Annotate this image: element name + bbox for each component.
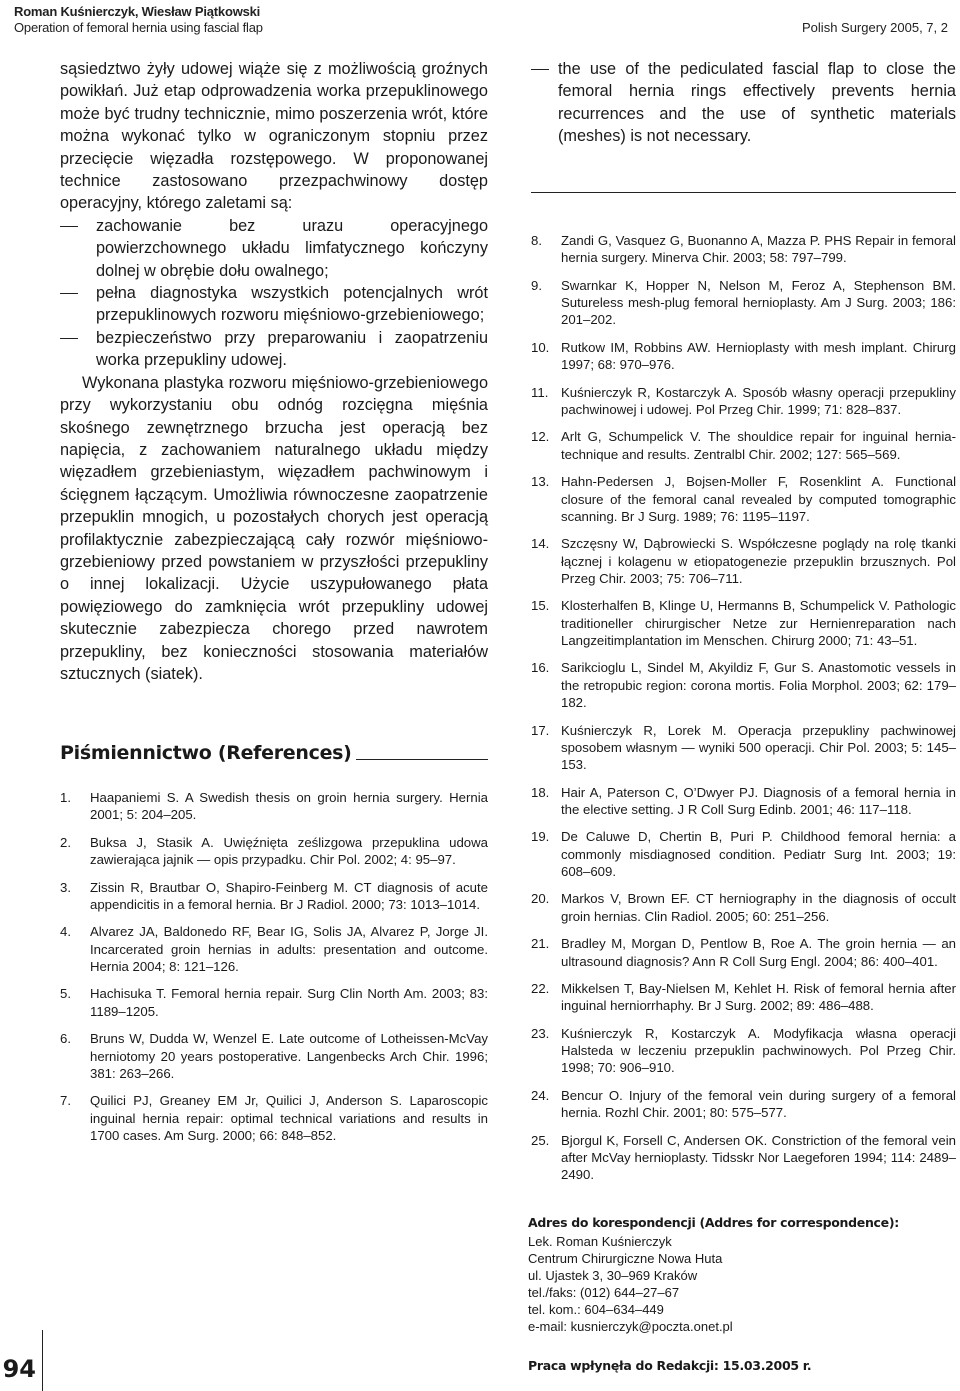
reference-number: 13. bbox=[531, 474, 550, 490]
reference-item bbox=[531, 535, 956, 587]
reference-item bbox=[531, 890, 956, 925]
reference-text: Swarnkar K, Hopper N, Nelson M, Feroz A, Stephenson BM. Sutureless mesh-plug femoral hernioplasty. Am J Surg. 2003; 186: 201–202. bbox=[561, 277, 956, 328]
reference-text: Zandi G, Vasquez G, Buonanno A, Mazza P. PHS Repair in femoral hernia surgery. Minerva Chir. 2003; 58: 797–799. bbox=[561, 233, 956, 266]
reference-text: Mikkelsen T, Bay-Nielsen M, Kehlet H. Risk of femoral hernia after inguinal herniorrhaphy. Br J Surg. 2002; 89: 486–488. bbox=[561, 981, 956, 1014]
dash-bullet bbox=[60, 215, 96, 282]
reference-number: 1. bbox=[60, 790, 71, 805]
dash-bullet bbox=[60, 282, 96, 327]
reference-text: Bruns W, Dudda W, Wenzel E. Late outcome of Lotheissen-McVay herniotomy 20 years postoperative. Langenbecks Arch Chir. 1996; 381: 263–266. bbox=[90, 1031, 488, 1081]
body-paragraph: sąsiedztwo żyły udowej wiąże się z możliwością groźnych powikłań. Już etap odprowadzenia worka przepuklinowego może być trudny technicznie, mimo poszerzenia wrót, które można wykonać tylko w ograniczonym stopniu przez przecięcie więzadła rozstępowego. W proponowanej technice zastosowano przezpachwinowy dostęp operacyjny, którego zaletami są: bbox=[60, 60, 488, 213]
reference-item bbox=[531, 659, 956, 711]
reference-number: 22. bbox=[531, 981, 550, 997]
advantages-list bbox=[60, 215, 488, 372]
reference-text: Bradley M, Morgan D, Pentlow B, Roe A. The groin hernia — an ultrasound diagnosis? Ann R Coll Surg Engl. 2004; 86: 400–401. bbox=[561, 936, 956, 969]
reference-number: 3. bbox=[60, 879, 71, 895]
reference-number: 14. bbox=[531, 536, 550, 552]
reference-number: 16. bbox=[531, 660, 550, 676]
correspondence-line: Lek. Roman Kuśnierczyk bbox=[528, 1234, 672, 1249]
reference-number: 15. bbox=[531, 598, 550, 614]
reference-text: Arlt G, Schumpelick V. The shouldice repair for inguinal hernia-technique and results. Zentralbl Chir. 2002; 127: 565–569. bbox=[561, 429, 956, 462]
reference-number: 23. bbox=[531, 1025, 550, 1041]
reference-number: 17. bbox=[531, 722, 550, 738]
body-paragraph: Wykonana plastyka rozworu mięśniowo-grzebieniowego przy wykorzystaniu obu odnóg rozcięgna mięśnia skośnego zewnętrznego brzucha jest operacją bez napięcia, z zachowaniem naturalnego układu między więzadłem grzebieniastym, więzadłem pachwinowym i ścięgnem łączącym. Umożliwia równoczesne zaopatrzenie przepuklin mnogich, u pozostałych chorych jest operacją profilaktycznie zabezpieczającą cały rozwór mięśniowo-grzebieniowy przed powstaniem w przyszłości przepukliny o innej lokalizacji. Użycie uszypułowanego płata powięziowego do zamknięcia wrót przepukliny udowej skutecznie zabezpiecza chorego przed nawrotem przepukliny, bez konieczności stosowania materiałów sztucznych (siatek). bbox=[60, 373, 488, 683]
reference-number: 21. bbox=[531, 936, 550, 952]
reference-number: 11. bbox=[531, 384, 549, 400]
reference-item bbox=[531, 784, 956, 819]
reference-item bbox=[60, 985, 488, 1020]
reference-item bbox=[531, 597, 956, 649]
reference-number: 25. bbox=[531, 1132, 550, 1148]
reference-item bbox=[531, 339, 956, 374]
header-authors: Roman Kuśnierczyk, Wiesław Piątkowski bbox=[14, 4, 261, 19]
reference-item bbox=[531, 722, 956, 774]
correspondence-line: Centrum Chirurgiczne Nowa Huta bbox=[528, 1251, 723, 1266]
list-item-text: pełna diagnostyka wszystkich potencjalnych wrót przepuklinowych rozworu mięśniowo-grzebieniowego; bbox=[96, 284, 488, 325]
reference-text: Bjorgul K, Forsell C, Andersen OK. Constriction of the femoral vein after McVay hernioplasty. Tidsskr Nor Laegeforen 1994; 114: 2489–2490. bbox=[561, 1132, 956, 1183]
reference-item bbox=[60, 1030, 488, 1082]
heading-rule bbox=[356, 759, 488, 760]
reference-item bbox=[531, 473, 956, 525]
correspondence-line: tel. kom.: 604–634–449 bbox=[528, 1302, 664, 1317]
reference-text: Haapaniemi S. A Swedish thesis on groin hernia surgery. Hernia 2001; 5: 204–205. bbox=[90, 790, 488, 823]
reference-text: Kuśnierczyk R, Lorek M. Operacja przepukliny pachwinowej sposobem własnym — wyniki 500 operacji. Chir Pol. 2003; 5: 145–153. bbox=[561, 722, 956, 773]
correspondence-line: ul. Ujastek 3, 30–969 Kraków bbox=[528, 1268, 698, 1283]
reference-text: Kuśnierczyk R, Kostarczyk A. Modyfikacja własna operacji Halsteda w leczeniu przepuklin pachwinowych. Pol Przeg Chir. 1998; 70: 906–910. bbox=[561, 1025, 956, 1076]
reference-text: Sarikcioglu L, Sindel M, Akyildiz F, Gur S. Anastomotic vessels in the retropubic region: corona mortis. Folia Morphol. 2003; 62: 179–182. bbox=[561, 660, 956, 711]
reference-item bbox=[531, 384, 956, 419]
reference-number: 4. bbox=[60, 924, 71, 940]
reference-number: 10. bbox=[531, 339, 550, 355]
reference-text: Alvarez JA, Baldonedo RF, Bear IG, Solis JA, Alvarez P, Jorge JI. Incarcerated groin hernias in adults: presentation and outcome. Hernia 2004; 8: 121–126. bbox=[90, 924, 488, 974]
reference-item bbox=[60, 789, 488, 824]
reference-number: 19. bbox=[531, 829, 550, 845]
reference-item bbox=[531, 1132, 956, 1184]
reference-item bbox=[60, 879, 488, 914]
list-item bbox=[60, 215, 488, 282]
reference-text: Quilici PJ, Greaney EM Jr, Quilici J, Anderson S. Laparoscopic inguinal hernia repair: optimal technical variations and results in 1700 cases. Am Surg. 2000; 66: 848–852. bbox=[90, 1093, 488, 1143]
reference-item bbox=[60, 834, 488, 869]
reference-item bbox=[531, 277, 956, 329]
header-journal: Polish Surgery 2005, 7, 2 bbox=[802, 20, 948, 35]
list-item-text: zachowanie bez urazu operacyjnego powierzchownego układu limfatycznego kończyny dolnej w obrębie dołu owalnego; bbox=[96, 216, 488, 280]
reference-text: Szczęsny W, Dąbrowiecki S. Współczesne poglądy na rolę tkanki łącznej i kolagenu w etiopatogenezie przepuklin brzusznych. Pol Przeg Chir. 2003; 75: 706–711. bbox=[561, 536, 956, 586]
list-item bbox=[60, 282, 488, 327]
page-number-rule bbox=[42, 1330, 43, 1391]
reference-text: Hair A, Paterson C, O’Dwyer PJ. Diagnosis of a femoral hernia in the elective setting. J R Coll Surg Edinb. 2001; 46: 117–118. bbox=[561, 784, 956, 817]
reference-text: De Caluwe D, Chertin B, Puri P. Childhood femoral hernia: a commonly misdiagnosed condition. Pediatr Surg Int. 2003; 19: 608–609. bbox=[561, 829, 956, 879]
reference-text: Hahn-Pedersen J, Bojsen-Moller F, Rosenklint A. Functional closure of the femoral canal revealed by computed tomographic scanning. Br J Surg. 1989; 76: 1195–1197. bbox=[561, 474, 956, 524]
reference-number: 2. bbox=[60, 834, 71, 850]
reference-item bbox=[531, 980, 956, 1015]
reference-text: Buksa J, Stasik A. Uwięźnięta ześlizgowa przepuklina udowa zawierająca jajnik — opis przypadku. Chir Pol. 2002; 4: 95–97. bbox=[90, 834, 488, 868]
right-column bbox=[531, 58, 956, 193]
section-divider bbox=[531, 192, 956, 193]
correspondence-heading: Adres do korespondencji (Addres for correspondence): bbox=[528, 1215, 899, 1230]
references-left bbox=[60, 789, 488, 1154]
reference-item bbox=[531, 1025, 956, 1077]
received-date: Praca wpłynęła do Redakcji: 15.03.2005 r. bbox=[528, 1358, 812, 1373]
reference-item bbox=[60, 923, 488, 975]
list-item-text: bezpieczeństwo przy preparowaniu i zaopatrzeniu worka przepukliny udowej. bbox=[96, 328, 488, 370]
reference-item bbox=[531, 232, 956, 267]
reference-text: Markos V, Brown EF. CT herniography in the diagnosis of occult groin hernias. Clin Radiol. 2005; 60: 251–256. bbox=[561, 891, 956, 924]
reference-item bbox=[531, 828, 956, 880]
reference-text: Hachisuka T. Femoral hernia repair. Surg Clin North Am. 2003; 83: 1189–1205. bbox=[90, 986, 488, 1019]
reference-number: 24. bbox=[531, 1087, 550, 1103]
reference-number: 7. bbox=[60, 1093, 71, 1109]
list-item bbox=[60, 327, 488, 372]
page-number: 94 bbox=[2, 1355, 36, 1383]
references-right bbox=[531, 232, 956, 1194]
reference-text: Bencur O. Injury of the femoral vein during surgery of a femoral hernia. Rozhl Chir. 2001; 80: 575–577. bbox=[561, 1087, 956, 1121]
reference-item bbox=[60, 1092, 488, 1144]
reference-text: Klosterhalfen B, Klinge U, Hermanns B, Schumpelick V. Pathologic traditioneller chirurgischer Netze zur Hernienreparation nach Langzeitimplantation im Menschen. Chirurg 2000; 71: 43–51. bbox=[561, 598, 956, 648]
references-title: Piśmiennictwo (References) bbox=[60, 742, 352, 764]
reference-item bbox=[531, 428, 956, 463]
correspondence-line: tel./faks: (012) 644–27–67 bbox=[528, 1285, 680, 1300]
reference-text: Zissin R, Brautbar O, Shapiro-Feinberg M. CT diagnosis of acute appendicitis in a femoral hernia. Br J Radiol. 2000; 73: 1013–1014. bbox=[90, 879, 488, 912]
reference-text: Kuśnierczyk R, Kostarczyk A. Sposób własny operacji przepukliny pachwinowej i udowej. Pol Przeg Chir. 1999; 71: 828–837. bbox=[561, 384, 956, 417]
header-running-title: Operation of femoral hernia using fascial flap bbox=[14, 20, 263, 35]
reference-text: Rutkow IM, Robbins AW. Hernioplasty with mesh implant. Chirurg 1997; 68: 970–976. bbox=[561, 339, 956, 373]
reference-number: 9. bbox=[531, 277, 542, 293]
correspondence-email: e-mail: kusnierczyk@poczta.onet.pl bbox=[528, 1319, 733, 1334]
dash-bullet bbox=[60, 327, 96, 372]
reference-number: 6. bbox=[60, 1031, 71, 1047]
running-header bbox=[14, 4, 263, 36]
conclusion-item bbox=[531, 58, 956, 148]
dash-bullet bbox=[531, 58, 558, 148]
left-column bbox=[60, 58, 488, 685]
reference-number: 5. bbox=[60, 986, 71, 1002]
reference-number: 18. bbox=[531, 784, 550, 800]
reference-number: 8. bbox=[531, 233, 542, 248]
conclusion-text: the use of the pediculated fascial flap to close the femoral hernia rings effectively prevents hernia recurrences and the use of synthetic materials (meshes) is not necessary. bbox=[558, 60, 956, 146]
references-heading bbox=[60, 742, 488, 764]
reference-item bbox=[531, 1087, 956, 1122]
reference-number: 20. bbox=[531, 891, 550, 907]
reference-item bbox=[531, 935, 956, 970]
correspondence-block bbox=[528, 1214, 948, 1335]
reference-number: 12. bbox=[531, 429, 550, 445]
